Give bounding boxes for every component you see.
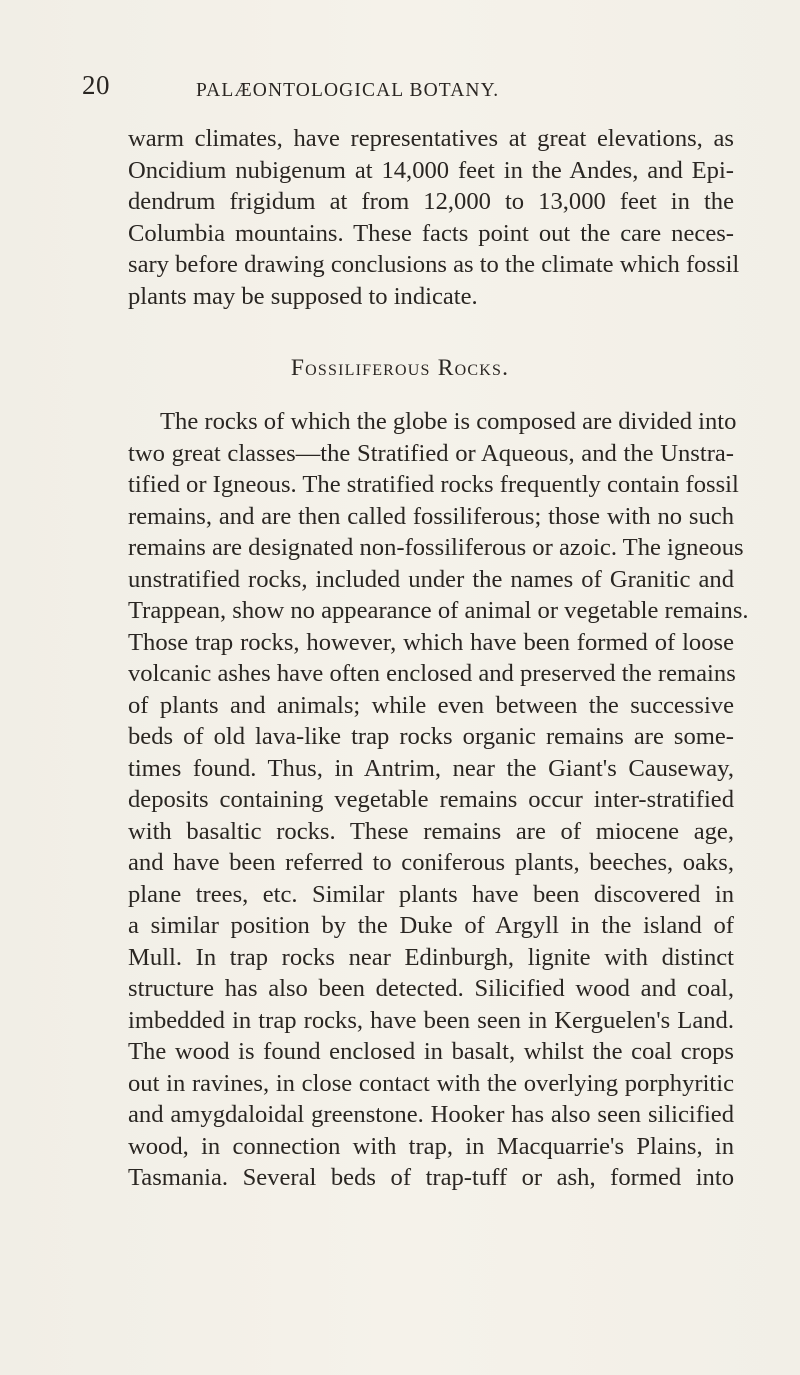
text-line: The wood is found enclosed in basalt, whilst the coal crops	[128, 1038, 734, 1065]
text-line: of plants and animals; while even between the successive	[128, 691, 734, 719]
text-line: Those trap rocks, however, which have been formed of loose	[128, 628, 734, 656]
text-line: wood, in connection with trap, in Macquarrie's Plains, in	[128, 1132, 734, 1160]
paragraph-2	[128, 406, 749, 1194]
paragraph-1	[128, 123, 740, 312]
text-line: with basaltic rocks. These remains are of miocene age,	[128, 817, 734, 845]
text-line: Trappean, show no appearance of animal or vegetable remains.	[128, 597, 749, 624]
text-line: and amygdaloidal greenstone. Hooker has also seen silicified	[128, 1101, 734, 1128]
text-line: Mull. In trap rocks near Edinburgh, lignite with distinct	[128, 943, 734, 971]
text-line: warm climates, have representatives at great elevations, as	[128, 125, 734, 152]
text-line: times found. Thus, in Antrim, near the Giant's Causeway,	[128, 754, 734, 782]
text-line: dendrum frigidum at from 12,000 to 13,000 feet in the	[128, 188, 734, 215]
text-line: structure has also been detected. Silicified wood and coal,	[128, 975, 734, 1002]
page-number: 20	[82, 70, 110, 100]
text-line: plants may be supposed to indicate.	[128, 282, 478, 310]
text-line: deposits containing vegetable remains occur inter-stratified	[128, 786, 734, 813]
text-line: sary before drawing conclusions as to the climate which fossil	[128, 251, 740, 278]
text-line: and have been referred to coniferous plants, beeches, oaks,	[128, 849, 734, 876]
text-line: beds of old lava-like trap rocks organic remains are some-	[128, 723, 734, 750]
text-line: tified or Igneous. The stratified rocks frequently contain fossil	[128, 471, 739, 498]
text-line: volcanic ashes have often enclosed and preserved the remains	[128, 660, 736, 687]
text-line: remains, and are then called fossiliferous; those with no such	[128, 502, 734, 530]
text-line: Columbia mountains. These facts point out the care neces-	[128, 219, 734, 247]
text-line: remains are designated non-fossiliferous or azoic. The igneous	[128, 534, 744, 561]
text-line: Tasmania. Several beds of trap-tuff or ash, formed into	[128, 1164, 734, 1191]
running-title: PALÆONTOLOGICAL BOTANY.	[196, 80, 500, 101]
text-line: imbedded in trap rocks, have been seen in Kerguelen's Land.	[128, 1006, 734, 1034]
text-line: Oncidium nubigenum at 14,000 feet in the Andes, and Epi-	[128, 156, 734, 184]
text-line: unstratified rocks, included under the names of Granitic and	[128, 565, 734, 593]
text-line: The rocks of which the globe is composed are divided into	[160, 408, 737, 435]
text-line: a similar position by the Duke of Argyll in the island of	[128, 912, 734, 939]
text-line: plane trees, etc. Similar plants have been discovered in	[128, 880, 734, 908]
text-line: out in ravines, in close contact with the overlying porphyritic	[128, 1069, 734, 1097]
text-line: two great classes—the Stratified or Aqueous, and the Unstra-	[128, 439, 734, 467]
section-heading: Fossiliferous Rocks.	[290, 355, 510, 381]
